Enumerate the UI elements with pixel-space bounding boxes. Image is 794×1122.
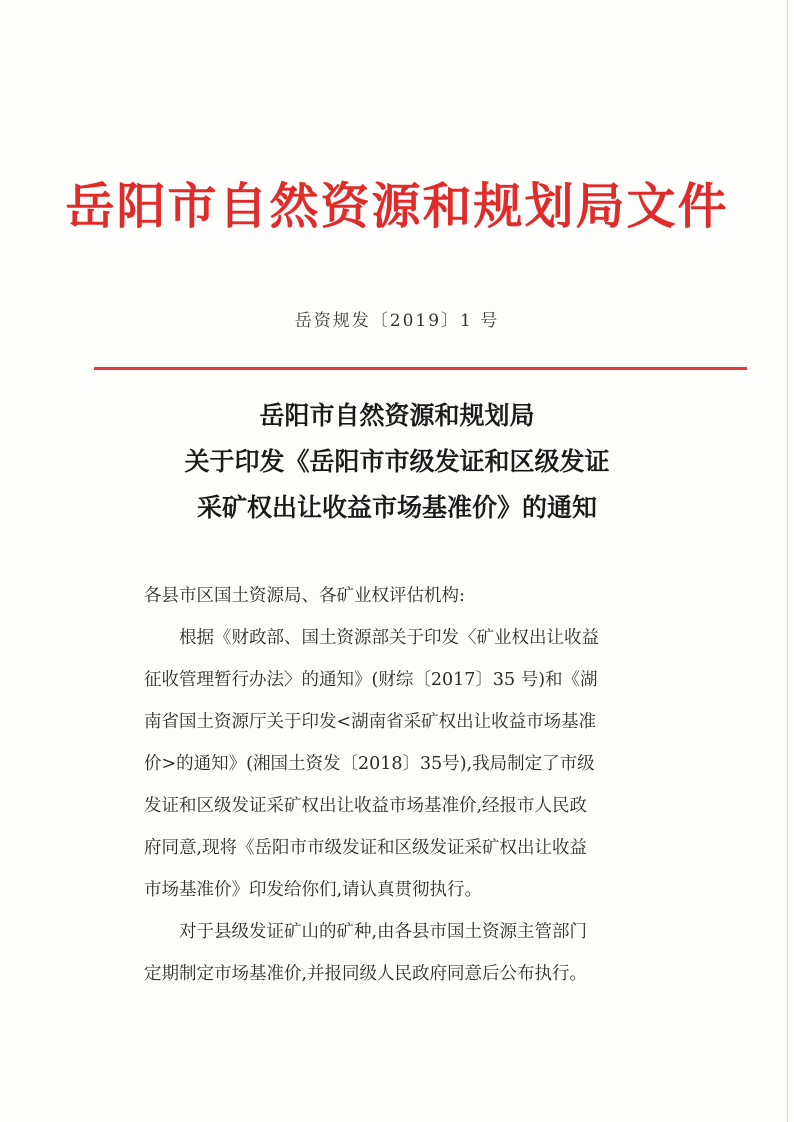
paragraph-1-line-4: 价>的通知》(湘国土资发〔2018〕35号),我局制定了市级 bbox=[144, 754, 595, 774]
paragraph-1-line-5: 发证和区级发证采矿权出让收益市场基准价,经报市人民政 bbox=[144, 796, 588, 816]
notice-body bbox=[144, 575, 704, 995]
document-header-title: 岳阳市自然资源和规划局文件 bbox=[65, 178, 729, 235]
document-number: 岳资规发〔2019〕1 号 bbox=[294, 311, 500, 331]
notice-title bbox=[0, 393, 794, 531]
red-divider-rule bbox=[94, 367, 747, 370]
paragraph-1-line-6: 府同意,现将《岳阳市市级发证和区级发证采矿权出让收益 bbox=[144, 838, 588, 858]
notice-title-line-1: 岳阳市自然资源和规划局 bbox=[259, 401, 535, 430]
notice-title-line-3: 采矿权出让收益市场基准价》的通知 bbox=[196, 493, 597, 522]
paragraph-1-line-3: 南省国土资源厅关于印发<湖南省采矿权出让收益市场基准 bbox=[144, 712, 597, 732]
paragraph-1-line-2: 征收管理暂行办法〉的通知》(财综〔2017〕35 号)和《湖 bbox=[144, 670, 598, 690]
addressee: 各县市区国土资源局、各矿业权评估机构: bbox=[144, 586, 465, 606]
paragraph-1-line-7: 市场基准价》印发给你们,请认真贯彻执行。 bbox=[144, 880, 483, 900]
notice-title-line-2: 关于印发《岳阳市市级发证和区级发证 bbox=[184, 447, 610, 476]
paragraph-1-line-1: 根据《财政部、国土资源部关于印发〈矿业权出让收益 bbox=[179, 628, 599, 648]
paragraph-2-line-1: 对于县级发证矿山的矿种,由各县市国土资源主管部门 bbox=[179, 922, 588, 942]
paragraph-2-line-2: 定期制定市场基准价,并报同级人民政府同意后公布执行。 bbox=[144, 964, 588, 984]
